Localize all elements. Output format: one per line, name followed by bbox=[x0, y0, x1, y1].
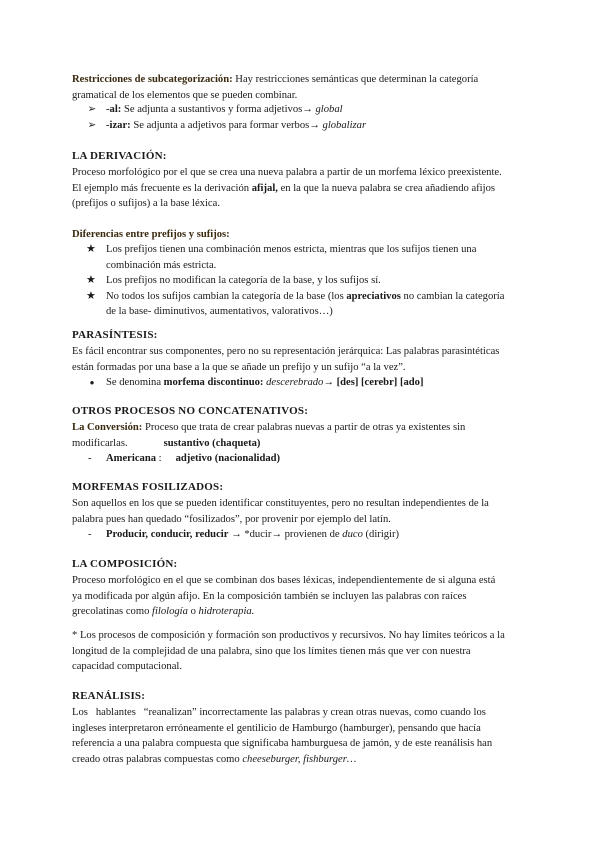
fosilizados-paragraph bbox=[72, 496, 528, 543]
text: modificarlas. bbox=[72, 437, 128, 449]
text: → *ducir→ provienen de bbox=[228, 529, 343, 540]
keyword: afijal, bbox=[251, 182, 278, 194]
keyword: morfema discontinuo: bbox=[163, 377, 264, 388]
text bbox=[72, 604, 528, 620]
reanalisis-heading: REANÁLISIS: bbox=[72, 690, 146, 702]
suffix-desc: Se adjunta a sustantivos y forma adjetivos→ bbox=[121, 104, 316, 115]
star-bullet-icon: ★ bbox=[86, 243, 96, 255]
text: no cambian la categoría bbox=[400, 290, 505, 302]
subcat-text-1: Hay restricciones semánticas que determinan la categoría bbox=[232, 74, 479, 85]
text: Los prefijos no modifican la categoría de la base, y los sufijos sí. bbox=[106, 275, 381, 286]
list-item bbox=[72, 118, 528, 134]
suffix-desc: Se adjunta a adjetivos para formar verbos→ bbox=[130, 119, 323, 131]
keyword: La Conversión: bbox=[72, 422, 143, 433]
text: ingleses interpretaron erróneamente el gentilicio de Hamburgo (hamburger), pensando que hacía bbox=[72, 722, 481, 734]
dash-bullet-icon: - bbox=[88, 529, 92, 540]
arrow-bullet-icon: ➢ bbox=[87, 119, 97, 131]
arrow: → bbox=[323, 377, 337, 388]
suffix-example: global bbox=[315, 104, 343, 115]
derivacion-line-2 bbox=[72, 181, 528, 197]
text: Son aquellos en los que se pueden identificar constituyentes, pero no resultan independientes de la bbox=[72, 498, 489, 509]
example: hidroterapia. bbox=[198, 606, 255, 617]
text bbox=[106, 289, 528, 305]
text: creado otras palabras compuestas como bbox=[72, 753, 243, 765]
parasintesis-paragraph bbox=[72, 344, 528, 391]
text: No todos los sufijos cambian la categoría de la base (los bbox=[106, 290, 347, 302]
star-bullet-icon: ★ bbox=[86, 274, 96, 286]
diferencias-list bbox=[72, 242, 528, 320]
example: cheeseburger, fishburger… bbox=[242, 753, 357, 765]
text: Los prefijos tienen una combinación menos estricta, mientras que los sufijos tienen una bbox=[106, 244, 477, 255]
composicion-paragraph bbox=[72, 573, 528, 620]
list-item bbox=[72, 242, 528, 273]
suffix-label: -izar: bbox=[106, 119, 131, 131]
text: de la base- diminutivos, aumentativos, valorativos…) bbox=[106, 306, 333, 317]
fosilizados-heading: MORFEMAS FOSILIZADOS: bbox=[72, 481, 224, 493]
subcat-paragraph bbox=[72, 72, 528, 103]
category: adjetivo (nacionalidad) bbox=[175, 453, 281, 464]
text bbox=[72, 420, 528, 436]
example: descerebrado bbox=[263, 377, 324, 388]
reanalisis-paragraph bbox=[72, 705, 528, 767]
text: capacidad computacional. bbox=[72, 661, 183, 672]
word: Americana bbox=[106, 453, 157, 464]
suffix-label: -al: bbox=[106, 104, 122, 115]
text: Proceso que trata de crear palabras nuevas a partir de otras ya existentes sin bbox=[142, 422, 466, 433]
text: Proceso morfológico en el que se combinan dos bases léxicas, independientemente de si alguna está bbox=[72, 575, 496, 586]
text: * Los procesos de composición y formación son productivos y recursivos. No hay límites teóricos a la bbox=[72, 630, 505, 641]
text: Los hablantes “reanalizan” incorrectamente las palabras y crean otras nuevas, como cuando los bbox=[72, 707, 486, 718]
category: sustantivo (chaqueta) bbox=[163, 437, 261, 449]
arrow-bullet-icon: ➢ bbox=[87, 104, 97, 115]
suffix-example: globalizar bbox=[322, 119, 367, 131]
text: referencia a una palabra compuesta que significaba hamburguesa de jamón, y de este reanálisis han bbox=[72, 738, 493, 749]
segmentation: [des] [cerebr] [ado] bbox=[336, 377, 424, 388]
subcat-title: Restricciones de subcategorización: bbox=[72, 74, 233, 85]
text: grecolatinas como bbox=[72, 606, 153, 617]
subcat-line-1 bbox=[72, 72, 528, 88]
text: longitud de la complejidad de una palabra, sino que los límites tienen más que ver con nuestra bbox=[72, 645, 471, 657]
parasintesis-heading: PARASÍNTESIS: bbox=[72, 329, 158, 341]
derivacion-line-3: (prefijos o sufijos) a la base léxica. bbox=[72, 198, 220, 209]
list-item bbox=[72, 102, 528, 118]
list-item bbox=[72, 527, 528, 543]
text: ya modificada por algún afijo. En la composición también se incluyen las palabras con raíces bbox=[72, 590, 467, 602]
text: o bbox=[187, 606, 199, 617]
text: El ejemplo más frecuente es la derivación bbox=[72, 182, 252, 194]
star-bullet-icon: ★ bbox=[86, 289, 96, 302]
derivacion-heading: LA DERIVACIÓN: bbox=[72, 150, 167, 162]
text: (dirigir) bbox=[362, 529, 400, 540]
example: filología bbox=[152, 606, 188, 617]
words: Producir, conducir, reducir bbox=[106, 529, 229, 540]
composicion-note bbox=[72, 628, 528, 675]
list-item bbox=[72, 289, 528, 320]
otros-heading: OTROS PROCESOS NO CONCATENATIVOS: bbox=[72, 405, 309, 417]
text: están formadas por una base a la que se añade un prefijo y un sufijo “a la vez”. bbox=[72, 361, 406, 373]
text: combinación más estricta. bbox=[106, 259, 217, 271]
text bbox=[72, 752, 528, 768]
list-item bbox=[72, 451, 528, 467]
derivacion-line-1: Proceso morfológico por el que se crea una nueva palabra a partir de un morfema léxico preexistente. bbox=[72, 167, 502, 178]
otros-paragraph bbox=[72, 420, 528, 467]
keyword: apreciativos bbox=[346, 290, 401, 302]
text: en la que la nueva palabra se crea añadiendo afijos bbox=[277, 182, 495, 194]
subcat-line-2: gramatical de los elementos que se pueden combinar. bbox=[72, 89, 298, 101]
latin-root: duco bbox=[342, 529, 363, 540]
diferencias-heading: Diferencias entre prefijos y sufijos: bbox=[72, 229, 230, 240]
derivacion-paragraph bbox=[72, 165, 528, 212]
dash-bullet-icon: - bbox=[88, 453, 92, 464]
list-item bbox=[72, 273, 528, 289]
composicion-heading: LA COMPOSICIÓN: bbox=[72, 558, 178, 570]
text bbox=[72, 436, 528, 452]
text: Es fácil encontrar sus componentes, pero no su representación jerárquica: Las palabras parasintéticas bbox=[72, 346, 500, 357]
list-item bbox=[72, 375, 528, 391]
text: Se denomina bbox=[106, 377, 164, 388]
dot-bullet-icon: ● bbox=[89, 378, 95, 387]
text: palabra pues han quedado “fosilizados”, por provenir por ejemplo del latín. bbox=[72, 513, 391, 525]
text: : bbox=[156, 453, 162, 464]
subcat-list bbox=[72, 102, 528, 133]
